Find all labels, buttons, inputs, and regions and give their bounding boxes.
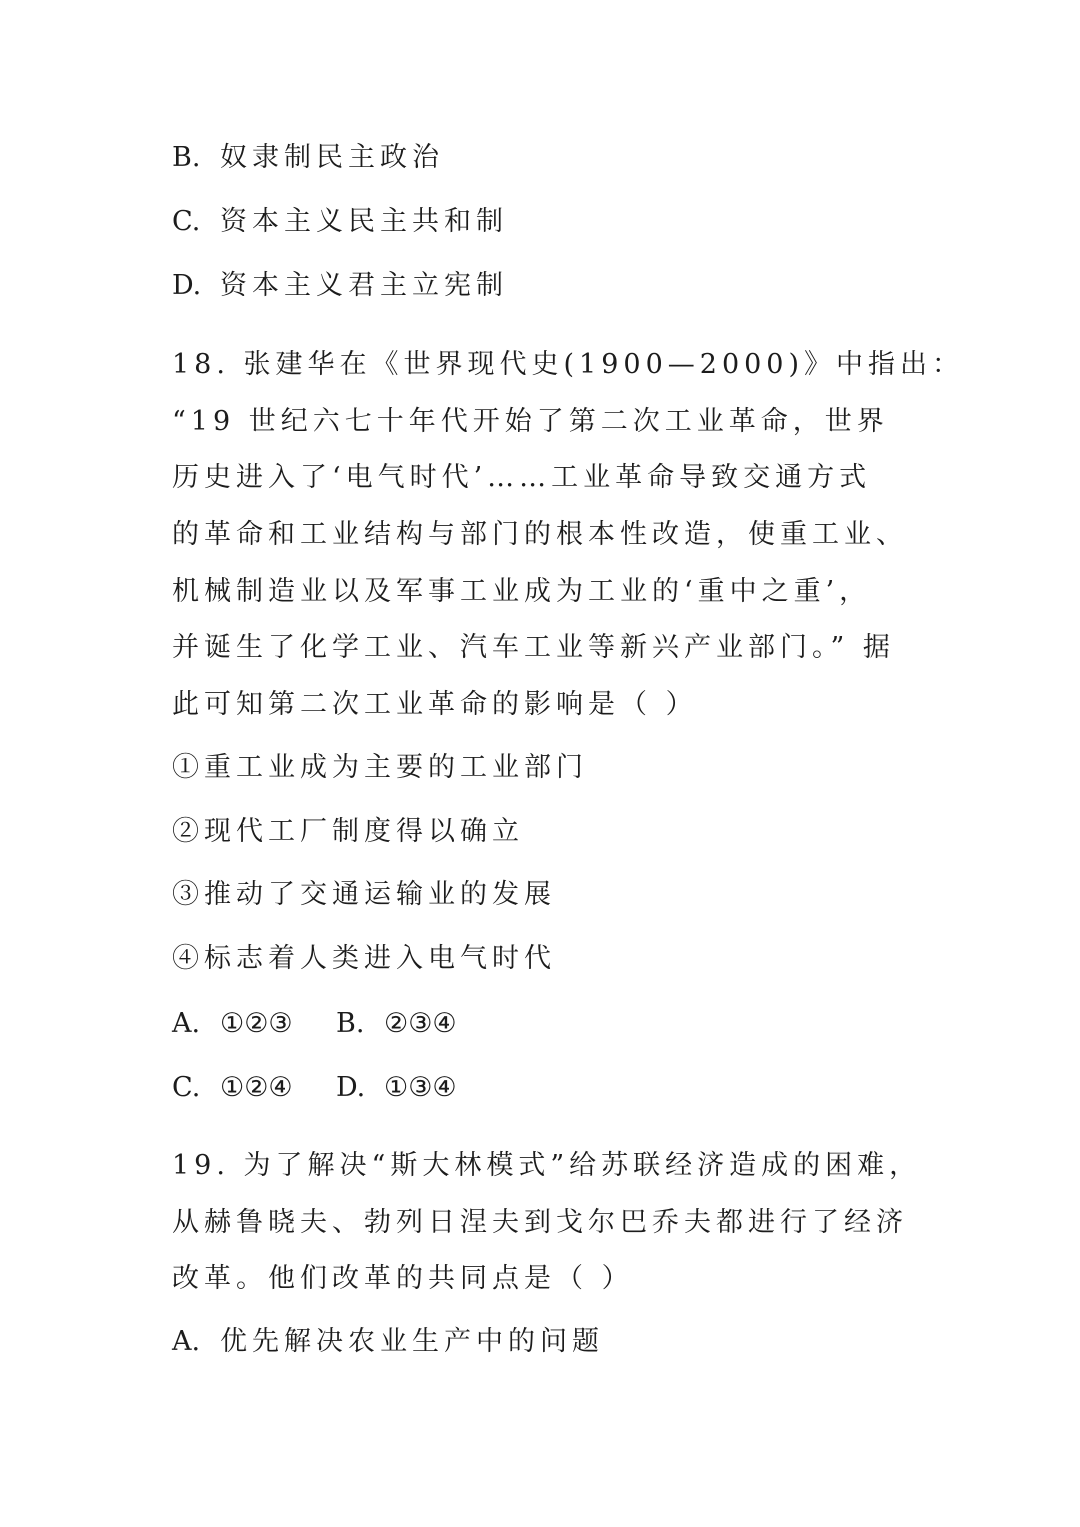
question-18-choices-row: [172, 1004, 500, 1044]
option-label: D.: [172, 270, 202, 301]
option-text: 资本主义民主共和制: [220, 206, 508, 237]
option-text: 资本主义君主立宪制: [220, 270, 508, 301]
choice-text: ①②③: [220, 1008, 293, 1039]
question-18-stem-line: “19 世纪六七十年代开始了第二次工业革命，世界: [172, 406, 889, 437]
question-18-stem-line: 18. 张建华在《世界现代史(1900—2000)》中指出：: [172, 349, 965, 380]
question-18-stem-line: 并诞生了化学工业、汽车工业等新兴产业部门。” 据: [172, 632, 895, 663]
option-label: A.: [172, 1326, 201, 1357]
option-text: 奴隶制民主政治: [220, 142, 444, 173]
option-label: C.: [172, 206, 201, 237]
option-text: 优先解决农业生产中的问题: [220, 1326, 604, 1357]
choice-text: ①②④: [220, 1072, 293, 1103]
question-19-stem-line: 19. 为了解决“斯大林模式”给苏联经济造成的困难，: [172, 1150, 922, 1181]
option-d: [172, 266, 508, 306]
question-18-stem-line: 历史进入了‘电气时代’……工业革命导致交通方式: [172, 462, 872, 493]
question-19-stem-line: 改革。他们改革的共同点是（ ）: [172, 1263, 634, 1294]
question-18-item: ②现代工厂制度得以确立: [172, 816, 524, 847]
question-18-choices-row: [172, 1068, 500, 1108]
question-18-stem-line: 的革命和工业结构与部门的根本性改造，使重工业、: [172, 519, 908, 550]
question-18-stem-line: 机械制造业以及军事工业成为工业的‘重中之重’，: [172, 576, 872, 607]
choice-text: ②③④: [384, 1008, 457, 1039]
question-19-option-a: [172, 1322, 604, 1362]
question-18-item: ④标志着人类进入电气时代: [172, 943, 556, 974]
choice-label: D.: [336, 1072, 366, 1103]
choice-label: B.: [336, 1008, 365, 1039]
option-b: [172, 138, 444, 178]
question-18-item: ③推动了交通运输业的发展: [172, 879, 556, 910]
option-label: B.: [172, 142, 201, 173]
question-18-item: ①重工业成为主要的工业部门: [172, 752, 588, 783]
choice-label: A.: [172, 1008, 201, 1039]
question-18-stem-line: 此可知第二次工业革命的影响是（ ）: [172, 689, 698, 720]
choice-text: ①③④: [384, 1072, 457, 1103]
question-19-stem-line: 从赫鲁晓夫、勃列日涅夫到戈尔巴乔夫都进行了经济: [172, 1207, 908, 1238]
option-c: [172, 202, 508, 242]
choice-label: C.: [172, 1072, 201, 1103]
